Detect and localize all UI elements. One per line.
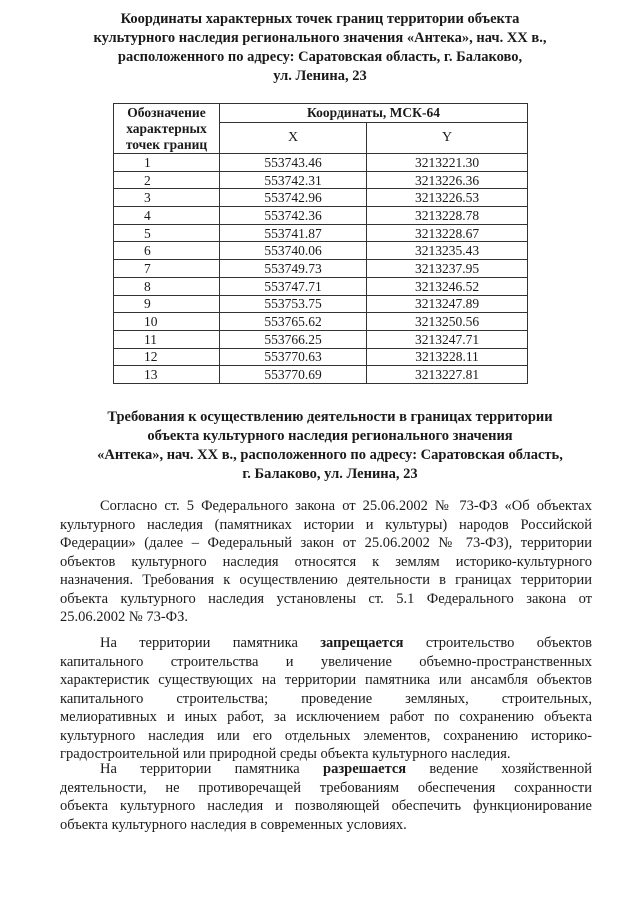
y-coordinate-cell: 3213228.78: [367, 207, 528, 225]
y-coordinate-cell: 3213247.71: [367, 330, 528, 348]
paragraph-prohibited: [60, 634, 592, 764]
title-line: расположенного по адресу: Саратовская область, г. Балаково,: [117, 49, 523, 65]
x-coordinate-cell: 553765.62: [220, 313, 367, 331]
point-number-cell: 6: [114, 242, 220, 260]
table-row: [114, 295, 528, 313]
table-row: [114, 189, 528, 207]
text-run: ведение хозяйственной: [429, 761, 593, 777]
x-coordinate-cell: 553749.73: [220, 260, 367, 278]
paragraph-law-reference: [60, 497, 592, 627]
paragraph-line: объекта культурного наследия в современных условиях.: [60, 816, 407, 833]
x-coordinate-cell: 553753.75: [220, 295, 367, 313]
header-x: X: [220, 123, 367, 154]
paragraph-line: объектов культурного наследия относятся к землям историко-культурного: [60, 553, 592, 570]
paragraph-line: объекта культурного наследия и позволяющей обеспечить функционирование: [60, 798, 592, 814]
point-number-cell: 9: [114, 295, 220, 313]
paragraph-line: культурного наследия или его отдельных элементов, сохранению историко-: [60, 727, 592, 744]
y-coordinate-cell: 3213228.11: [367, 348, 528, 366]
permitted-keyword: разрешается: [323, 761, 407, 777]
heading-line: Требования к осуществлению деятельности в границах территории: [107, 409, 553, 425]
x-coordinate-cell: 553742.96: [220, 189, 367, 207]
y-coordinate-cell: 3213226.36: [367, 171, 528, 189]
table-row: [114, 330, 528, 348]
y-coordinate-cell: 3213250.56: [367, 313, 528, 331]
table-row: [114, 348, 528, 366]
point-number-cell: 13: [114, 366, 220, 384]
heading-line: г. Балаково, ул. Ленина, 23: [242, 466, 418, 482]
y-coordinate-cell: 3213221.30: [367, 154, 528, 172]
paragraph-line: капитального строительства; проведение земляных, строительных,: [60, 690, 592, 707]
paragraph-line: 25.06.2002 № 73-ФЗ.: [60, 609, 189, 625]
paragraph-line: Федерации» (далее – Федеральный закон от 25.06.2002 № 73-ФЗ), территории: [60, 535, 592, 551]
table-row: [114, 260, 528, 278]
text-run: На территории памятника: [100, 635, 298, 651]
table-row: [114, 277, 528, 295]
paragraph-permitted: [60, 760, 592, 834]
title-line: ул. Ленина, 23: [273, 68, 367, 84]
x-coordinate-cell: 553742.36: [220, 207, 367, 225]
x-coordinate-cell: 553770.63: [220, 348, 367, 366]
heading-line: «Антека», нач. XX в., расположенного по адресу: Саратовская область,: [97, 447, 563, 463]
paragraph-line: деятельности, не противоречащей требованиям обеспечения сохранности: [60, 779, 592, 796]
point-number-cell: 4: [114, 207, 220, 225]
y-coordinate-cell: 3213228.67: [367, 224, 528, 242]
y-coordinate-cell: 3213226.53: [367, 189, 528, 207]
header-coordinates: Координаты, МСК-64: [220, 104, 528, 123]
paragraph-line: градостроительной или природной среды объекта культурного наследия.: [60, 746, 511, 762]
x-coordinate-cell: 553743.46: [220, 154, 367, 172]
paragraph-line: капитального строительства и увеличение объемно-пространственных: [60, 653, 592, 670]
x-coordinate-cell: 553742.31: [220, 171, 367, 189]
x-coordinate-cell: 553747.71: [220, 277, 367, 295]
point-number-cell: 2: [114, 171, 220, 189]
y-coordinate-cell: 3213247.89: [367, 295, 528, 313]
x-coordinate-cell: 553766.25: [220, 330, 367, 348]
header-y: Y: [367, 123, 528, 154]
point-number-cell: 8: [114, 277, 220, 295]
point-number-cell: 7: [114, 260, 220, 278]
table-row: [114, 313, 528, 331]
paragraph-line: [60, 634, 592, 653]
table-body: [114, 154, 528, 384]
header-point-label: Обозначение характерных точек границ: [114, 104, 220, 154]
point-number-cell: 11: [114, 330, 220, 348]
paragraph-line: Согласно ст. 5 Федерального закона от 25.06.2002 № 73-ФЗ «Об объектах: [100, 498, 592, 514]
text-run: строительство объектов: [425, 635, 593, 651]
title-line: культурного наследия регионального значения «Антека», нач. XX в.,: [93, 30, 547, 46]
paragraph-line: характеристик существующих на территории памятника или ансамбля объектов: [60, 672, 592, 688]
point-number-cell: 3: [114, 189, 220, 207]
x-coordinate-cell: 553741.87: [220, 224, 367, 242]
point-number-cell: 10: [114, 313, 220, 331]
text-run: На территории памятника: [100, 761, 300, 777]
table-row: [114, 366, 528, 384]
document-title: [60, 10, 580, 86]
paragraph-line: назначения. Требования к осуществлению деятельности в границах территории: [60, 572, 592, 588]
paragraph-line: объекта культурного наследия установлены ст. 5.1 Федерального закона от: [60, 590, 592, 607]
paragraph-line: [60, 760, 592, 779]
x-coordinate-cell: 553740.06: [220, 242, 367, 260]
coordinates-table: [113, 103, 528, 384]
prohibited-keyword: запрещается: [320, 635, 404, 651]
table-row: [114, 171, 528, 189]
heading-line: объекта культурного наследия регионального значения: [147, 428, 513, 444]
x-coordinate-cell: 553770.69: [220, 366, 367, 384]
y-coordinate-cell: 3213237.95: [367, 260, 528, 278]
table-row: [114, 154, 528, 172]
y-coordinate-cell: 3213246.52: [367, 277, 528, 295]
y-coordinate-cell: 3213235.43: [367, 242, 528, 260]
y-coordinate-cell: 3213227.81: [367, 366, 528, 384]
point-number-cell: 5: [114, 224, 220, 242]
table-row: [114, 242, 528, 260]
paragraph-line: мелиоративных и иных работ, за исключением работ по сохранению объекта: [60, 709, 592, 725]
point-number-cell: 12: [114, 348, 220, 366]
table-row: [114, 207, 528, 225]
title-line: Координаты характерных точек границ территории объекта: [120, 11, 520, 27]
paragraph-line: культурного наследия (памятниках истории и культуры) народов Российской: [60, 516, 592, 533]
table-row: [114, 224, 528, 242]
point-number-cell: 1: [114, 154, 220, 172]
requirements-heading: [60, 408, 600, 484]
